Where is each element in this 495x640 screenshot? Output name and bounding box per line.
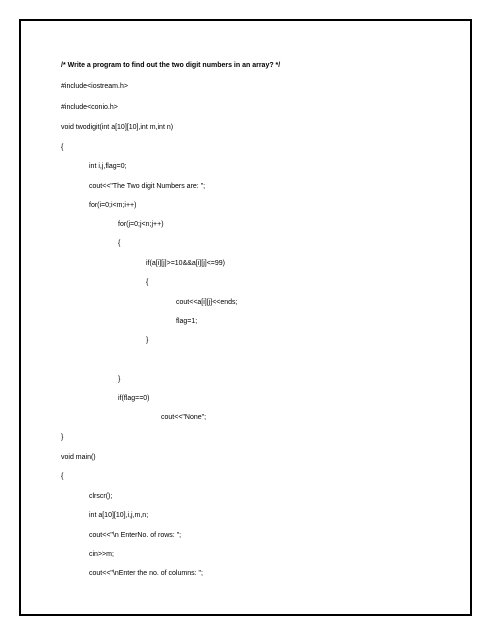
if-flag-line: if(flag==0): [118, 395, 150, 402]
open-brace-line: {: [61, 473, 64, 480]
cin-m-line: cin>>m;: [89, 551, 114, 558]
open-brace-line: {: [118, 240, 121, 247]
declaration-line: int i,j,flag=0;: [89, 163, 127, 170]
for-j-line: for(j=0;j<n;j++): [118, 221, 164, 228]
comment-line: /* Write a program to find out the two digit numbers in an array? */: [61, 62, 281, 69]
close-brace-line: }: [146, 337, 149, 344]
cout-none-line: cout<<"None";: [161, 414, 207, 421]
cout-value-line: cout<<a[i][j]<<ends;: [176, 299, 238, 306]
flag-assign-line: flag=1;: [176, 318, 198, 325]
open-brace-line: {: [146, 279, 149, 286]
cout-heading-line: cout<<"The Two digit Numbers are: ";: [89, 183, 206, 190]
include-conio-line: #include<conio.h>: [61, 104, 118, 111]
document-page: [19, 19, 472, 616]
cout-rows-line: cout<<"\n EnterNo. of rows: ";: [89, 532, 182, 539]
if-condition-line: if(a[i][j]>=10&&a[i][j]<=99): [146, 260, 225, 267]
close-brace-line: }: [118, 376, 121, 383]
cout-columns-line: cout<<"\nEnter the no. of columns: ";: [89, 570, 203, 577]
for-i-line: for(i=0;i<m;i++): [89, 202, 137, 209]
main-declaration-line: int a[10][10],i,j,m,n;: [89, 512, 149, 519]
close-brace-line: }: [61, 434, 64, 441]
main-signature-line: void main(): [61, 454, 96, 461]
include-iostream-line: #include<iostream.h>: [61, 83, 128, 90]
open-brace-line: {: [61, 144, 64, 151]
clrscr-line: clrscr();: [89, 493, 113, 500]
function-signature-line: void twodigit(int a[10][10],int m,int n): [61, 124, 174, 131]
